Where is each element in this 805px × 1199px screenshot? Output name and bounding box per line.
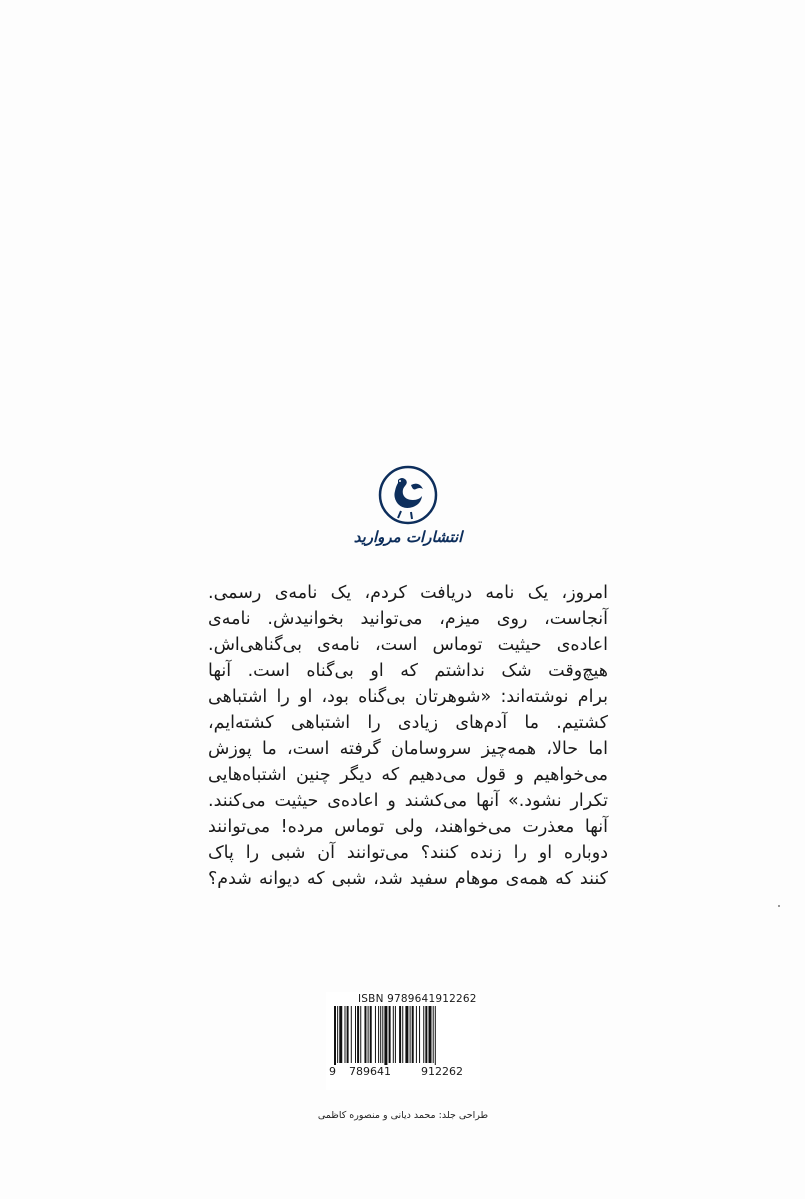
barcode-bar bbox=[419, 1006, 420, 1063]
barcode-bar bbox=[339, 1006, 342, 1063]
barcode-bar bbox=[384, 1006, 387, 1070]
barcode-bar bbox=[380, 1006, 381, 1063]
barcode-digit-first: 9 bbox=[329, 1065, 336, 1078]
barcode-bar bbox=[334, 1006, 336, 1070]
isbn-label: ISBN 9789641912262 bbox=[358, 993, 477, 1005]
barcode-bar bbox=[364, 1006, 366, 1063]
barcode-bar bbox=[429, 1006, 432, 1063]
back-cover-blurb bbox=[208, 580, 608, 892]
barcode-bar bbox=[355, 1006, 356, 1063]
barcode-bar bbox=[435, 1006, 436, 1070]
barcode-bar bbox=[423, 1006, 424, 1063]
barcode-bar bbox=[368, 1006, 369, 1063]
blurb-line: اعاده‌ی حیثیت توماس است، نامه‌ی بی‌گناهی‌اش. bbox=[208, 635, 608, 655]
barcode-bar bbox=[337, 1006, 338, 1063]
blurb-line: آنها معذرت می‌خواهند، ولی توماس مرده! می‌توانند bbox=[208, 817, 608, 837]
blurb-line: آنجاست، روی میزم، می‌توانید بخوانیدش. نامه‌ی bbox=[208, 609, 608, 629]
barcode-bar bbox=[378, 1006, 379, 1063]
blurb-line: می‌خواهیم و قول می‌دهیم که دیگر چنین اشتباه‌هایی bbox=[208, 765, 608, 785]
barcode-bar bbox=[402, 1006, 403, 1063]
barcode-bar bbox=[347, 1006, 349, 1063]
blurb-line: اما حالا، همه‌چیز سروسامان گرفته است، ما پوزش bbox=[208, 739, 608, 759]
barcode-bar bbox=[425, 1006, 427, 1063]
barcode-bar bbox=[395, 1006, 396, 1063]
barcode-bar bbox=[412, 1006, 414, 1063]
barcode-bar bbox=[382, 1006, 383, 1063]
print-speck bbox=[778, 905, 780, 907]
barcode-digit-group-left: 789641 bbox=[349, 1065, 391, 1078]
barcode-bar bbox=[345, 1006, 346, 1063]
barcode-bar bbox=[360, 1006, 361, 1063]
barcode-bar bbox=[416, 1006, 417, 1063]
barcode-bar bbox=[370, 1006, 372, 1063]
barcode-bar bbox=[393, 1006, 394, 1063]
blurb-line: تکرار نشود.» آنها می‌کشند و اعاده‌ی حیثیت می‌کنند. bbox=[208, 791, 608, 811]
blurb-line: هیچ‌وقت شک نداشتم که او بی‌گناه است. آنها bbox=[208, 661, 608, 681]
cover-design-credit: طراحی جلد: محمد دیانی و منصوره کاظمی bbox=[317, 1110, 489, 1121]
barcode-bar bbox=[410, 1006, 411, 1063]
blurb-line: دوباره او را زنده کنند؟ می‌توانند آن شبی را پاک bbox=[208, 843, 608, 863]
publisher-name: انتشارات مروارید bbox=[353, 528, 463, 546]
blurb-line: امروز، یک نامه دریافت کردم، یک نامه‌ی رسمی. bbox=[208, 583, 608, 603]
barcode-bar bbox=[405, 1006, 408, 1063]
barcode-bar bbox=[433, 1006, 434, 1063]
bird-logo-icon bbox=[378, 465, 438, 525]
barcode-bar bbox=[399, 1006, 401, 1063]
barcode-bar bbox=[357, 1006, 359, 1063]
barcode-digit-group-right: 912262 bbox=[421, 1065, 463, 1078]
blurb-line: برام نوشته‌اند: «شوهرتان بی‌گناه بود، او را اشتباهی bbox=[208, 687, 608, 707]
barcode-bar bbox=[351, 1006, 352, 1063]
blurb-line: کنند که همه‌ی موهام سفید شد، شبی که دیوانه شدم؟ bbox=[208, 869, 608, 889]
blurb-line: کشتیم. ما آدم‌های زیادی را اشتباهی کشته‌ایم، bbox=[208, 713, 608, 733]
barcode-bar bbox=[389, 1006, 391, 1063]
barcode-bar bbox=[375, 1006, 376, 1063]
